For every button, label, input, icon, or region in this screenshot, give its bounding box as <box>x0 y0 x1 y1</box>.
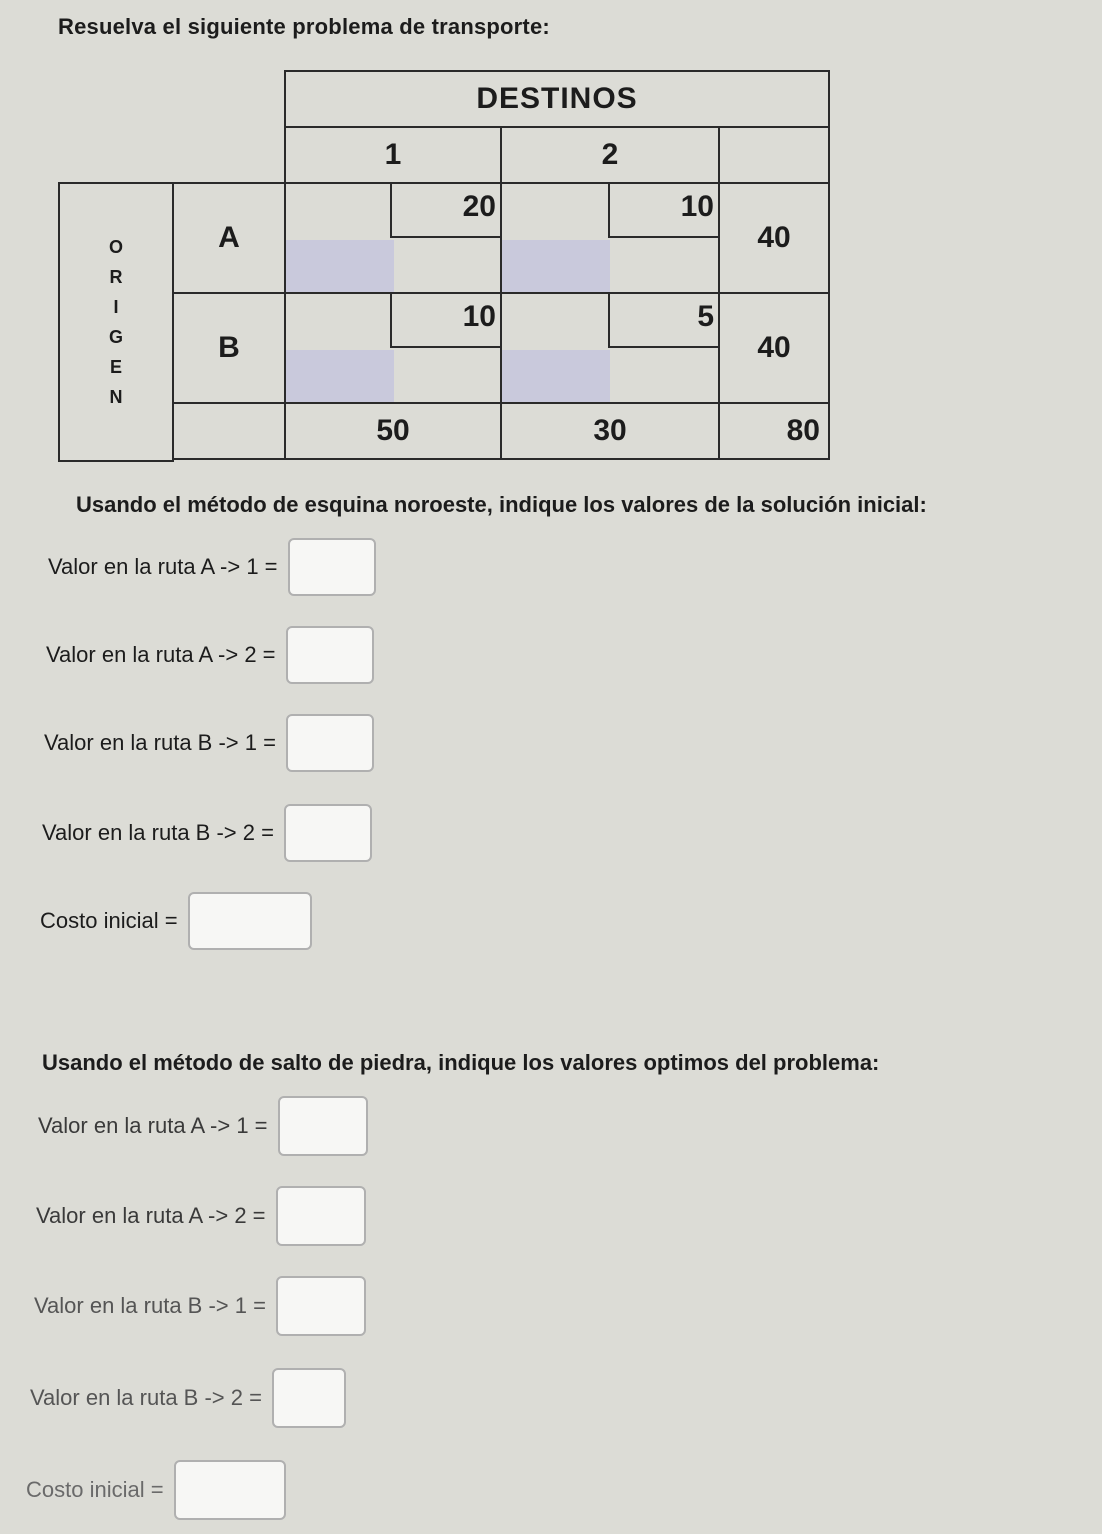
demand-label <box>172 402 286 460</box>
question-nw-b2 <box>42 804 372 862</box>
question-nw-cost <box>40 892 312 950</box>
question-label: Valor en la ruta B -> 1 = <box>44 730 276 755</box>
origin-letter: R <box>109 267 123 287</box>
cost-b-2: 5 <box>608 294 718 348</box>
question-ss-cost <box>26 1460 286 1520</box>
question-nw-b1 <box>44 714 374 772</box>
destinations-header: DESTINOS <box>284 70 830 128</box>
origin-letter: G <box>108 327 123 347</box>
column-header-supply <box>718 126 830 184</box>
problem-title: Resuelva el siguiente problema de transporte: <box>58 14 550 39</box>
route-a-2 <box>500 182 720 294</box>
question-label: Valor en la ruta A -> 2 = <box>46 642 276 667</box>
column-header-1: 1 <box>284 126 502 184</box>
answer-nw-b2-input[interactable] <box>284 804 372 862</box>
route-b-1 <box>284 292 502 404</box>
question-label: Valor en la ruta B -> 2 = <box>42 820 274 845</box>
section-heading-stepping-stone: Usando el método de salto de piedra, indique los valores optimos del problema: <box>42 1050 880 1075</box>
answer-nw-a1-input[interactable] <box>288 538 376 596</box>
origin-letter: E <box>109 357 122 377</box>
transport-table <box>58 70 830 460</box>
question-ss-a2 <box>36 1186 366 1246</box>
answer-nw-b1-input[interactable] <box>286 714 374 772</box>
origin-label <box>58 182 174 462</box>
demand-1: 50 <box>284 402 502 460</box>
answer-ss-a2-input[interactable] <box>276 1186 366 1246</box>
allocation-area <box>286 350 394 402</box>
question-nw-a1 <box>48 538 376 596</box>
question-label: Costo inicial = <box>40 908 178 933</box>
allocation-area <box>502 350 610 402</box>
answer-nw-a2-input[interactable] <box>286 626 374 684</box>
origin-letter: O <box>108 237 123 257</box>
answer-ss-b2-input[interactable] <box>272 1368 346 1428</box>
question-ss-b2 <box>30 1368 346 1428</box>
answer-nw-cost-input[interactable] <box>188 892 312 950</box>
question-label: Costo inicial = <box>26 1477 164 1502</box>
question-ss-b1 <box>34 1276 366 1336</box>
cost-a-1: 20 <box>390 184 500 238</box>
supply-b: 40 <box>718 292 830 404</box>
question-label: Valor en la ruta B -> 1 = <box>34 1293 266 1318</box>
supply-a: 40 <box>718 182 830 294</box>
row-label-a: A <box>172 182 286 294</box>
cost-b-1: 10 <box>390 294 500 348</box>
allocation-area <box>286 240 394 292</box>
question-ss-a1 <box>38 1096 368 1156</box>
question-nw-a2 <box>46 626 374 684</box>
route-a-1 <box>284 182 502 294</box>
allocation-area <box>502 240 610 292</box>
section-heading-northwest: Usando el método de esquina noroeste, indique los valores de la solución inicial: <box>76 492 927 517</box>
answer-ss-b1-input[interactable] <box>276 1276 366 1336</box>
question-label: Valor en la ruta A -> 2 = <box>36 1203 266 1228</box>
column-header-2: 2 <box>500 126 720 184</box>
route-b-2 <box>500 292 720 404</box>
demand-2: 30 <box>500 402 720 460</box>
answer-ss-a1-input[interactable] <box>278 1096 368 1156</box>
origin-letter: N <box>109 387 123 407</box>
cost-a-2: 10 <box>608 184 718 238</box>
row-label-b: B <box>172 292 286 404</box>
question-label: Valor en la ruta A -> 1 = <box>38 1113 268 1138</box>
origin-letter: I <box>113 297 119 317</box>
question-label: Valor en la ruta B -> 2 = <box>30 1385 262 1410</box>
total-demand-supply: 80 <box>718 402 830 460</box>
answer-ss-cost-input[interactable] <box>174 1460 286 1520</box>
question-label: Valor en la ruta A -> 1 = <box>48 554 278 579</box>
